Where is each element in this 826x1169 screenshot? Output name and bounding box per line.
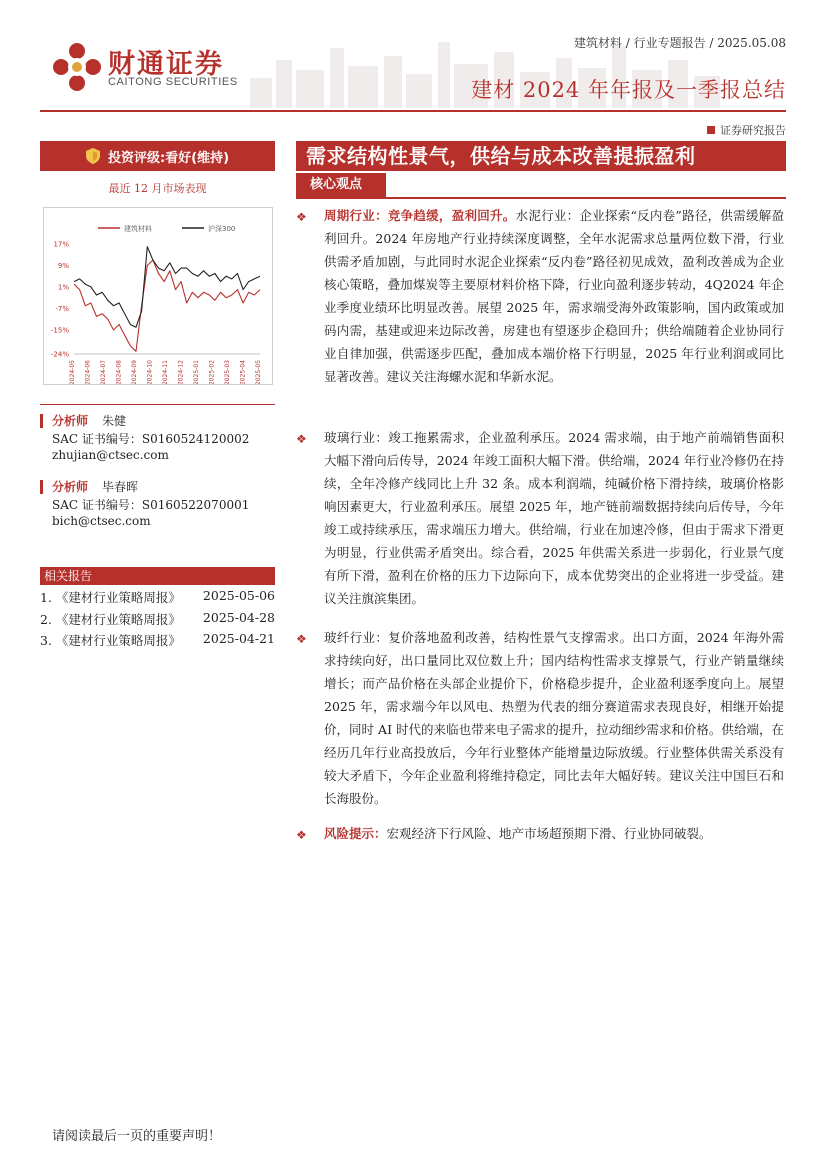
analyst-2 — [52, 479, 138, 495]
x-tick-label: 2024-06 — [84, 360, 92, 384]
series-line — [74, 260, 260, 351]
y-tick-label: -7% — [55, 304, 69, 313]
x-tick-label: 2024-05 — [69, 360, 76, 384]
x-tick-label: 2024-07 — [100, 360, 107, 384]
paragraph-lead: 风险提示： — [324, 826, 387, 841]
analyst-name: 朱健 — [102, 414, 127, 428]
market-performance-chart — [43, 207, 273, 385]
related-report-item[interactable] — [40, 610, 275, 628]
paragraph-text: 宏观经济下行风险、地产市场超预期下滑、行业协同破裂。 — [386, 826, 712, 841]
shield-icon — [86, 148, 100, 164]
sidebar-divider — [40, 404, 275, 405]
analyst-1-email[interactable]: zhujian@ctsec.com — [52, 448, 169, 462]
series-line — [74, 247, 260, 328]
paragraph-fiberglass — [324, 626, 784, 810]
x-tick-label: 2025-03 — [224, 360, 231, 384]
analyst-role: 分析师 — [52, 414, 89, 428]
logo-wordmark: 财通证券 — [108, 49, 224, 80]
analyst-2-cert: SAC 证书编号：S0160522070001 — [52, 498, 250, 512]
header-meta: 建筑材料 / 行业专题报告 / 2025.05.08 — [573, 36, 786, 50]
diamond-bullet-icon: ❖ — [296, 210, 307, 224]
x-tick-label: 2024-11 — [162, 360, 169, 384]
diamond-bullet-icon: ❖ — [296, 828, 307, 842]
related-report-item[interactable] — [40, 588, 275, 606]
rating-label: 投资评级:看好(维持) — [107, 150, 230, 166]
related-report-date: 2025-04-21 — [202, 631, 275, 646]
paragraph-text: 玻纤行业：复价落地盈利改善，结构性景气支撑需求。出口方面，2024 年海外需求持续向好，出口量同比双位数上升；国内结构性需求支撑景气，行业产销量继续增长；而产品价格在头部企业提价下，价格稳步提升，企业盈利逐季度向上。展望 2025 年，需求端今年以风电、热塑为代表的细分赛道需求表现良好，相继开始提价，同时 AI 时代的来临也带来电子需求的提升，拉动细纱需求和价格。供给端，在经历几年行业高投放后，今年行业整体产能增量边际放缓。行业整体供需关系没有较大矛盾下，今年企业盈利将维持稳定，同比去年大幅好转。建议关注中国巨石和长海股份。 — [324, 630, 784, 806]
y-tick-label: 1% — [57, 283, 69, 292]
related-reports-header: 相关报告 — [40, 567, 275, 585]
footer-disclaimer: 请阅读最后一页的重要声明！ — [52, 1129, 222, 1144]
x-tick-label: 2025-01 — [193, 360, 200, 384]
paragraph-lead: 周期行业：竞争趋缓，盈利回升。 — [324, 208, 516, 223]
paragraph-glass — [324, 426, 784, 610]
diamond-bullet-icon: ❖ — [296, 432, 307, 446]
x-tick-label: 2024-12 — [177, 360, 185, 384]
y-tick-label: 9% — [57, 261, 69, 270]
logo-english: CAITONG SECURITIES — [108, 76, 238, 88]
logo-icon — [52, 42, 102, 92]
analyst-marker — [40, 480, 43, 494]
related-report-title: 1. 《建材行业策略周报》 — [40, 590, 181, 605]
performance-chart-svg — [44, 208, 272, 384]
analyst-1 — [52, 413, 126, 429]
y-tick-label: -15% — [50, 326, 69, 335]
core-views-tab: 核心观点 — [296, 173, 386, 197]
legend-label: 沪深300 — [208, 225, 236, 233]
rating-badge — [40, 141, 275, 171]
related-report-item[interactable] — [40, 631, 275, 649]
x-tick-label: 2024-08 — [115, 360, 123, 384]
market-performance-label: 最近 12 月市场表现 — [108, 182, 207, 195]
x-tick-label: 2024-09 — [131, 360, 138, 384]
related-report-title: 3. 《建材行业策略周报》 — [40, 633, 181, 648]
paragraph-risk — [324, 822, 784, 845]
x-tick-label: 2025-05 — [255, 360, 262, 384]
core-views-divider — [296, 197, 786, 199]
related-report-title: 2. 《建材行业策略周报》 — [40, 612, 181, 627]
x-tick-label: 2025-02 — [208, 360, 216, 384]
report-type-label: 证券研究报告 — [720, 124, 786, 137]
diamond-bullet-icon: ❖ — [296, 632, 307, 646]
main-headline: 需求结构性景气，供给与成本改善提振盈利 — [296, 141, 786, 171]
square-bullet-icon — [707, 126, 715, 134]
report-type — [707, 122, 786, 138]
y-tick-label: -24% — [50, 350, 69, 359]
x-tick-label: 2025-04 — [239, 360, 247, 384]
y-tick-label: 17% — [53, 240, 69, 249]
paragraph-cement — [324, 204, 784, 388]
related-report-date: 2025-04-28 — [202, 610, 275, 625]
report-title: 建材 2024 年年报及一季报总结 — [471, 78, 786, 102]
legend-label: 建筑材料 — [124, 225, 152, 233]
x-tick-label: 2024-10 — [146, 360, 154, 384]
related-report-date: 2025-05-06 — [202, 588, 275, 603]
paragraph-text: 玻璃行业：竣工拖累需求，企业盈利承压。2024 需求端，由于地产前端销售面积大幅下滑向后传导，2024 年竣工面积大幅下滑。供给端，2024 年行业冷修仍在持续，全年冷修产线同比上升 32 条。成本利润端，纯碱价格下滑持续，玻璃价格影响因素更大，行业盈利承压。展望 2025 年，地产链前端数据持续向后传导，今年竣工或持续承压，需求端压力增大。供给端，行业在加速冷修，但由于需求下滑更为明显，行业供需矛盾突出。综合看，2025 年供需关系进一步弱化，行业景气度有所下滑，盈利在价格的压力下边际向下，成本优势突出的企业将进一步受益。建议关注旗滨集团。 — [324, 430, 784, 606]
analyst-name: 毕春晖 — [102, 480, 139, 494]
analyst-1-cert: SAC 证书编号：S0160524120002 — [52, 432, 250, 446]
analyst-role: 分析师 — [52, 480, 89, 494]
analyst-marker — [40, 414, 43, 428]
analyst-2-email[interactable]: bich@ctsec.com — [52, 514, 151, 528]
paragraph-text: 水泥行业：企业探索“反内卷”路径，供需缓解盈利回升。2024 年房地产行业持续深度调整，全年水泥需求总量两位数下滑，行业供需矛盾加剧，与此同时水泥企业探索“反内卷”路径初见成效，盈利改善成为企业核心策略，叠加煤炭等主要原材料价格下降，行业向盈利逐步转动，4Q2024 年企业季度业绩环比明显改善。展望 2025 年，需求端受海外政策影响，国内政策或加码内需，基建或迎来边际改善，房建也有望逐步企稳回升；供给端随着企业协同行业自律加强，供需逐步匹配，叠加成本端价格下行明显，2025 年行业利润或同比显著改善。建议关注海螺水泥和华新水泥。 — [324, 208, 784, 384]
header-divider — [40, 110, 786, 112]
